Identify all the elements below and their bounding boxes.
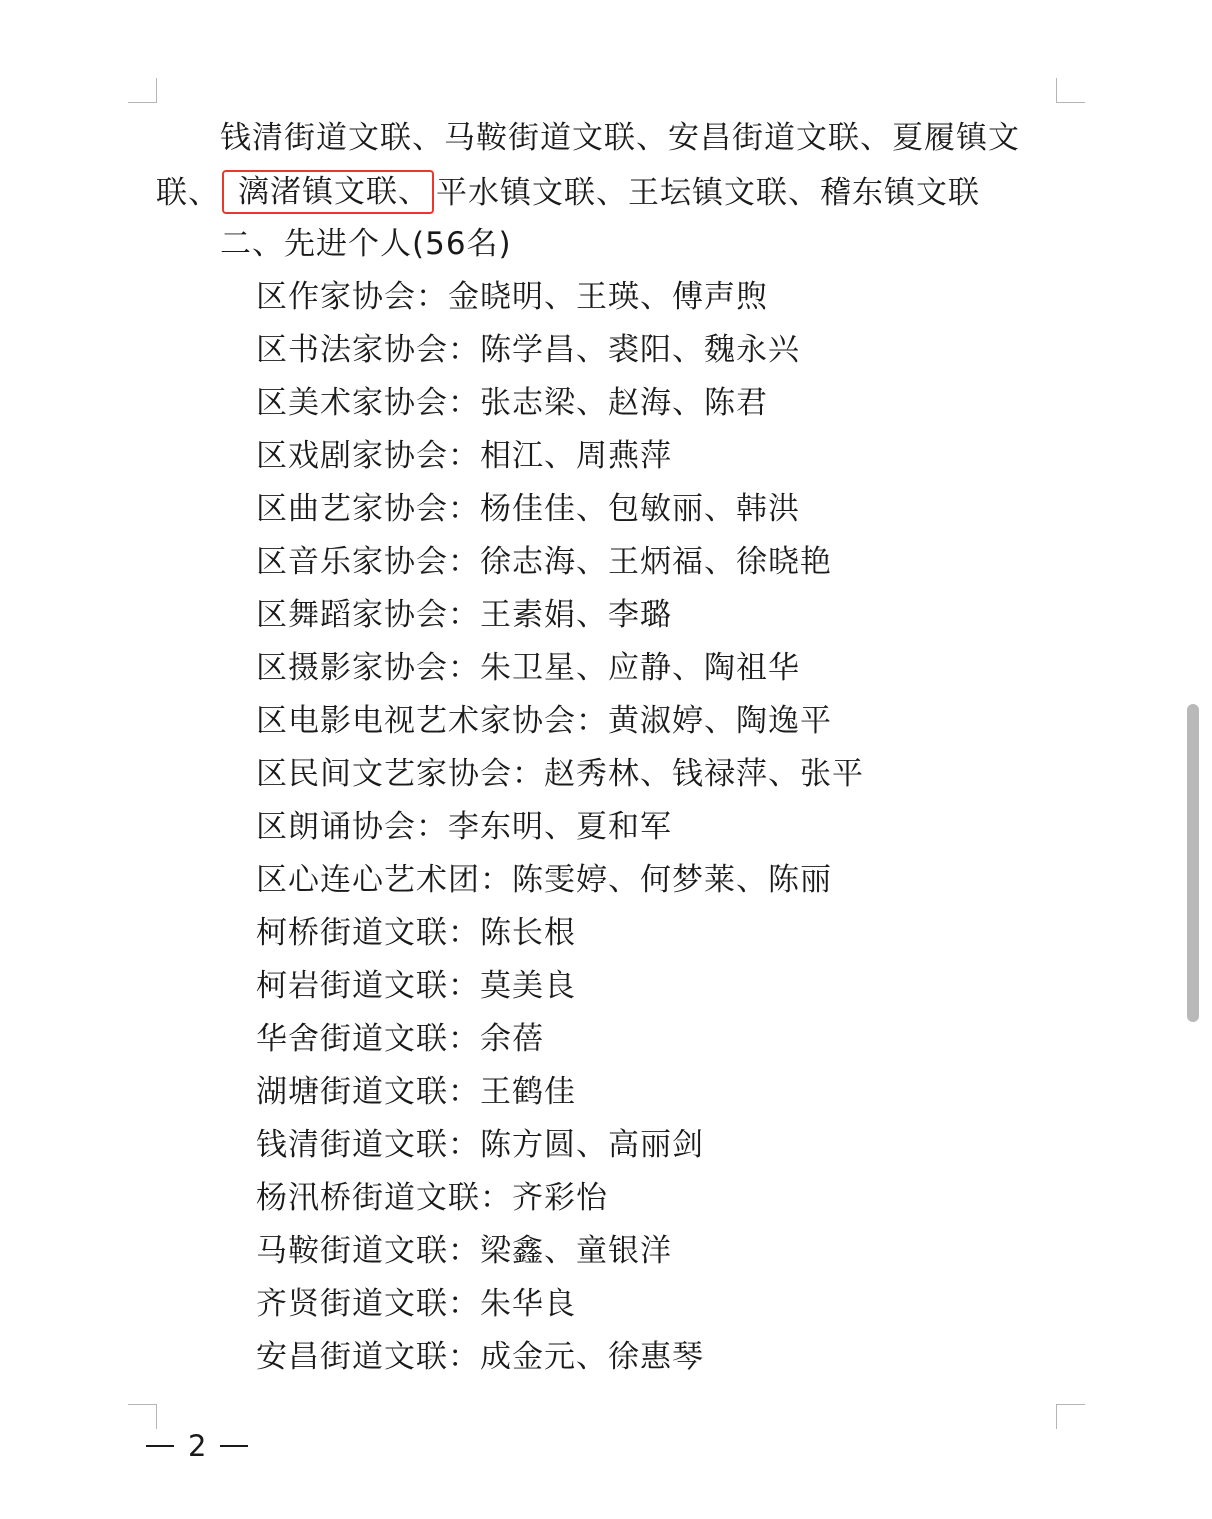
vertical-scrollbar-thumb[interactable] bbox=[1187, 704, 1199, 1022]
entry-line: 杨汛桥街道文联：齐彩怡 bbox=[256, 1180, 608, 1216]
entry-line: 区戏剧家协会：相江、周燕萍 bbox=[256, 438, 672, 474]
page-number: 2 bbox=[188, 1429, 207, 1463]
entry-line: 湖塘街道文联：王鹤佳 bbox=[256, 1074, 576, 1110]
entry-line: 柯岩街道文联：莫美良 bbox=[256, 968, 576, 1004]
entry-line: 区书法家协会：陈学昌、裘阳、魏永兴 bbox=[256, 332, 800, 368]
entry-line: 钱清街道文联：陈方圆、高丽剑 bbox=[256, 1127, 704, 1163]
entry-line: 区民间文艺家协会：赵秀林、钱禄萍、张平 bbox=[256, 756, 864, 792]
entry-line: 区摄影家协会：朱卫星、应静、陶祖华 bbox=[256, 650, 800, 686]
paragraph-line-1: 钱清街道文联、马鞍街道文联、安昌街道文联、夏履镇文 bbox=[220, 120, 1020, 156]
crop-mark-top-left bbox=[128, 78, 157, 103]
entry-line: 区朗诵协会：李东明、夏和军 bbox=[256, 809, 672, 845]
crop-mark-top-right bbox=[1056, 78, 1085, 103]
section-heading: 二、先进个人(56名) bbox=[220, 226, 512, 262]
entry-line: 华舍街道文联：余蓓 bbox=[256, 1021, 544, 1057]
highlighted-text-box[interactable]: 漓渚镇文联、 bbox=[222, 170, 434, 214]
crop-mark-bottom-right bbox=[1056, 1404, 1085, 1429]
entry-line: 区电影电视艺术家协会：黄淑婷、陶逸平 bbox=[256, 703, 832, 739]
entry-line: 齐贤街道文联：朱华良 bbox=[256, 1286, 576, 1322]
page-number-dash-right bbox=[220, 1445, 248, 1447]
entry-line: 区美术家协会：张志梁、赵海、陈君 bbox=[256, 385, 768, 421]
paragraph-line-2-prefix: 联、 bbox=[156, 175, 220, 211]
entry-line: 区音乐家协会：徐志海、王炳福、徐晓艳 bbox=[256, 544, 832, 580]
entry-line: 区曲艺家协会：杨佳佳、包敏丽、韩洪 bbox=[256, 491, 800, 527]
paragraph-line-2 bbox=[156, 171, 980, 215]
entry-line: 马鞍街道文联：梁鑫、童银洋 bbox=[256, 1233, 672, 1269]
page-number-dash-left bbox=[146, 1445, 174, 1447]
paragraph-line-2-rest: 平水镇文联、王坛镇文联、稽东镇文联 bbox=[436, 175, 980, 211]
entry-line: 安昌街道文联：成金元、徐惠琴 bbox=[256, 1339, 704, 1375]
entry-line: 区作家协会：金晓明、王瑛、傅声煦 bbox=[256, 279, 768, 315]
entry-line: 区心连心艺术团：陈雯婷、何梦莱、陈丽 bbox=[256, 862, 832, 898]
entry-line: 柯桥街道文联：陈长根 bbox=[256, 915, 576, 951]
entry-line: 区舞蹈家协会：王素娟、李璐 bbox=[256, 597, 672, 633]
page-footer bbox=[146, 1426, 248, 1466]
